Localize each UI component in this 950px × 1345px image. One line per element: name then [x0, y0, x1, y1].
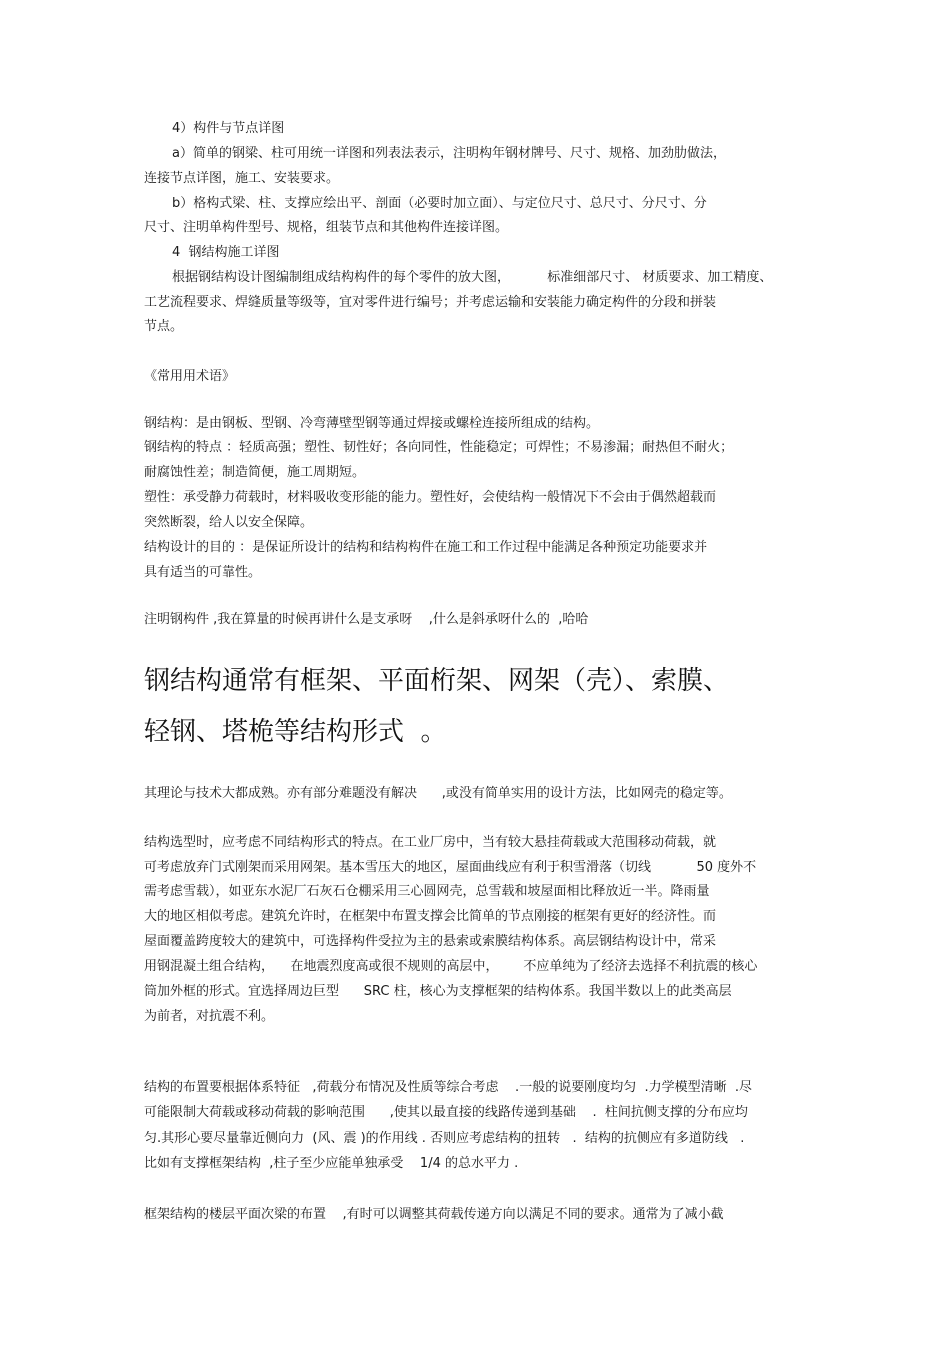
- selection-line-6: 用钢混凝土组合结构， 在地震烈度高或很不规则的高层中， 不应单纯为了经济去选择不利抗震的核心: [144, 959, 758, 974]
- detail-item-a-line2: 连接节点详图，施工、安装要求。: [144, 171, 340, 186]
- layout-line-4: 比如有支撑框架结构 ,柱子至少应能单独承受 1/4 的总水平力 .: [144, 1156, 519, 1171]
- note-line: 注明钢构件 ,我在算量的时候再讲什么是支承呀 ,什么是斜承呀什么的 ,哈哈: [144, 612, 589, 627]
- selection-line-5: 屋面覆盖跨度较大的建筑中，可选择构件受拉为主的悬索或索膜结构体系。高层钢结构设计中，常采: [144, 934, 717, 949]
- detail-item-b-line1: b）格构式梁、柱、支撑应绘出平、剖面（必要时加立面）、与定位尺寸、总尺寸、分尺寸、分: [172, 196, 707, 211]
- construction-heading: 4 钢结构施工详图: [172, 245, 280, 260]
- term-plasticity-line2: 突然断裂，给人以安全保障。: [144, 515, 314, 530]
- selection-line-1: 结构选型时，应考虑不同结构形式的特点。在工业厂房中，当有较大悬挂荷载或大范围移动荷载，就: [144, 835, 717, 850]
- detail-item-b-line2: 尺寸、注明单构件型号、规格，组装节点和其他构件连接详图。: [144, 220, 509, 235]
- frame-line: 框架结构的楼层平面次梁的布置 ,有时可以调整其荷载传递方向以满足不同的要求。通常为了减小截: [144, 1207, 724, 1222]
- detail-heading: 4）构件与节点详图: [172, 121, 285, 136]
- term-plasticity-line1: 塑性：承受静力荷载时，材料吸收变形能的能力。塑性好，会使结构一般情况下不会由于偶然超载而: [144, 490, 717, 505]
- construction-para-line3: 节点。: [144, 319, 184, 334]
- big-heading-line2: 轻钢、塔桅等结构形式 。: [144, 717, 447, 747]
- term-steel-structure: 钢结构：是由钢板、型钢、冷弯薄壁型钢等通过焊接或螺栓连接所组成的结构。: [144, 416, 600, 431]
- term-design-goal-line2: 具有适当的可靠性。: [144, 565, 262, 580]
- construction-para-line2: 工艺流程要求、焊缝质量等级等，宜对零件进行编号；并考虑运输和安装能力确定构件的分段和拼装: [144, 295, 717, 310]
- selection-line-8: 为前者，对抗震不利。: [144, 1009, 275, 1024]
- construction-para-line1: 根据钢结构设计图编制组成结构构件的每个零件的放大图， 标准细部尺寸、 材质要求、加工精度、: [172, 270, 773, 285]
- term-design-goal-line1: 结构设计的目的 ：是保证所设计的结构和结构构件在施工和工作过程中能满足各种预定功能要求并: [144, 540, 708, 555]
- selection-line-3: 需考虑雪载），如亚东水泥厂石灰石仓棚采用三心圆网壳，总雪载和坡屋面相比释放近一半。降雨量: [144, 884, 710, 899]
- selection-line-4: 大的地区相似考虑。建筑允许时，在框架中布置支撑会比简单的节点刚接的框架有更好的经济性。而: [144, 909, 717, 924]
- selection-line-7: 筒加外框的形式。宜选择周边巨型 SRC 柱，核心为支撑框架的结构体系。我国半数以上的此类高层: [144, 984, 732, 999]
- theory-line: 其理论与技术大都成熟。亦有部分难题没有解决 ,或没有简单实用的设计方法，比如网壳的稳定等。: [144, 786, 732, 801]
- big-heading-line1: 钢结构通常有框架、平面桁架、网架（壳）、索膜、: [144, 666, 730, 696]
- layout-line-2: 可能限制大荷载或移动荷载的影响范围 ,使其以最直接的线路传递到基础 . 柱间抗侧支撑的分布应均: [144, 1105, 748, 1120]
- selection-line-2: 可考虑放弃门式刚架而采用网架。基本雪压大的地区，屋面曲线应有利于积雪滑落（切线 50 度外不: [144, 860, 757, 875]
- term-features-line1: 钢结构的特点 ：轻质高强；塑性、韧性好；各向同性，性能稳定；可焊性；不易渗漏；耐热但不耐火；: [144, 440, 734, 455]
- layout-line-1: 结构的布置要根据体系特征 ,荷载分布情况及性质等综合考虑 .一般的说要刚度均匀 .力学模型清晰 .尽: [144, 1080, 752, 1095]
- term-features-line2: 耐腐蚀性差；制造简便，施工周期短。: [144, 465, 366, 480]
- detail-item-a-line1: a）简单的钢梁、柱可用统一详图和列表法表示，注明构年钢材牌号、尺寸、规格、加劲肋做法，: [172, 146, 726, 161]
- layout-line-3: 匀.其形心要尽量靠近侧向力 (风、震 )的作用线 . 否则应考虑结构的扭转 . 结构的抗侧应有多道防线 .: [144, 1131, 745, 1146]
- terms-title: 《常用用术语》: [144, 369, 236, 384]
